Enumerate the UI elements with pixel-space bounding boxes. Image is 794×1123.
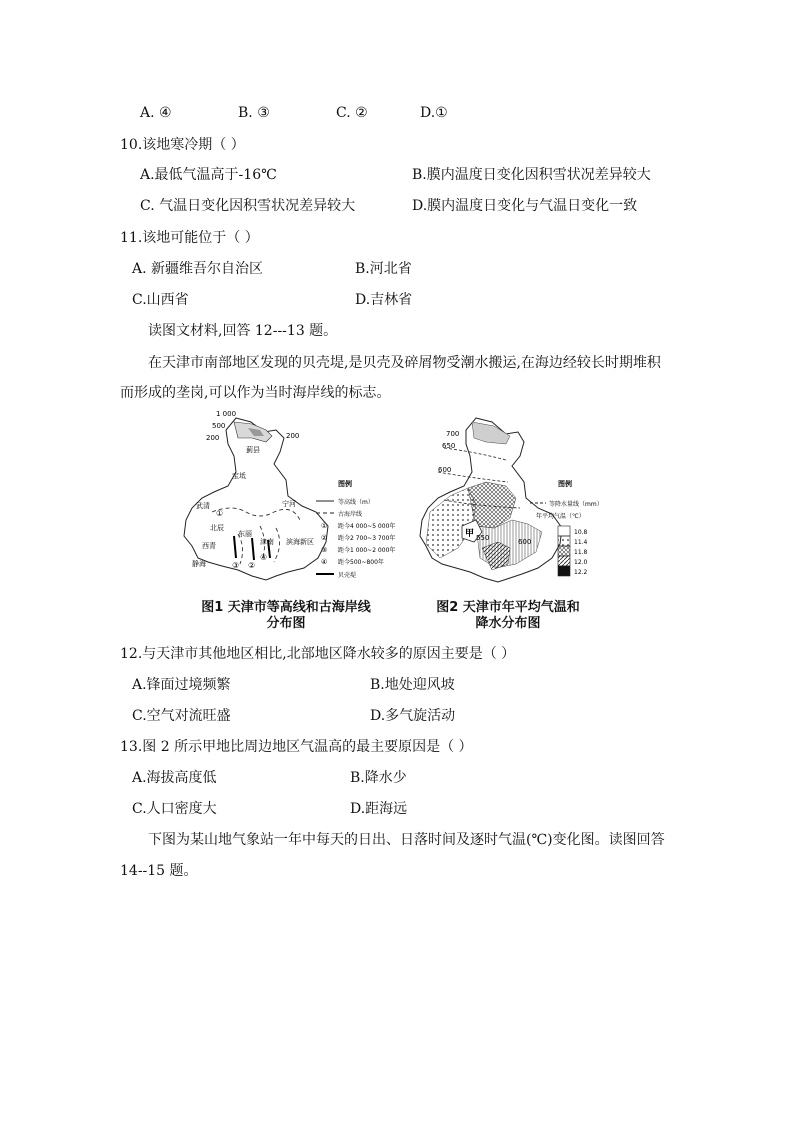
isohyet-label-600a: 600 — [438, 466, 452, 474]
legend-isohyet: 等降水量线（mm） — [549, 501, 603, 508]
q13-option-d: D.距海远 — [350, 801, 408, 817]
place-beichen: 北辰 — [210, 524, 224, 532]
temp-swatch-5 — [558, 566, 570, 576]
place-jinnan: 津南 — [260, 538, 274, 546]
q13-option-c: C.人口密度大 — [132, 801, 217, 817]
q9-option-d: D.① — [420, 105, 448, 121]
place-jinghai: 静海 — [192, 560, 206, 568]
place-xiqing: 西青 — [202, 542, 216, 550]
contour-label-500: 500 — [212, 422, 226, 430]
temp-value-4: 12.0 — [574, 559, 588, 566]
legend-mark-1: ① — [321, 522, 328, 530]
temp-value-1: 10.8 — [574, 529, 588, 536]
q11-option-d: D.吉林省 — [355, 292, 413, 308]
temp-value-2: 11.4 — [574, 539, 588, 546]
q10-option-b: B.膜内温度日变化因积雪状况差异较大 — [412, 167, 651, 183]
isohyet-label-650: 650 — [442, 442, 456, 450]
temp-value-5: 12.2 — [574, 569, 588, 576]
figure2-map — [420, 418, 603, 582]
contour-label-200a: 200 — [206, 434, 220, 442]
q9-option-b: B. ③ — [238, 105, 270, 121]
figure2-legend-title: 图例 — [558, 480, 572, 488]
q13-option-b: B.降水少 — [350, 770, 407, 786]
q13-option-a: A.海拔高度低 — [132, 770, 217, 786]
figure2-caption-line1: 图2 天津市年平均气温和 — [436, 600, 580, 615]
figure2-caption-line2: 降水分布图 — [475, 616, 541, 631]
q12-option-b: B.地处迎风坡 — [370, 677, 455, 693]
q11-option-a: A. 新疆维吾尔自治区 — [132, 261, 264, 277]
section-intro-14-15-line1: 下图为某山地气象站一年中每天的日出、日落时间及逐时气温(℃)变化图。读图回答 — [148, 832, 665, 848]
figure1-legend-title: 图例 — [338, 480, 352, 488]
place-wuqing: 武清 — [196, 502, 210, 510]
legend-coastline: 古海岸线 — [338, 511, 363, 518]
q9-option-c: C. ② — [336, 105, 368, 121]
region-jia-label: 甲 — [465, 529, 475, 539]
place-jixian: 蓟县 — [246, 446, 260, 454]
material-line-1: 在天津市南部地区发现的贝壳堤,是贝壳及碎屑物受潮水搬运,在海边经较长时期堆积 — [148, 355, 661, 371]
legend-age-2: 距今2 700~3 700年 — [338, 535, 396, 542]
figure1-caption-line2: 分布图 — [266, 616, 306, 631]
isohyet-label-700: 700 — [446, 430, 460, 438]
isohyet-label-550: 550 — [476, 534, 490, 542]
q10-option-c: C. 气温日变化因积雪状况差异较大 — [140, 198, 356, 214]
map-marker-4: ④ — [260, 553, 268, 562]
legend-age-1: 距今4 000~5 000年 — [338, 523, 396, 530]
figure1-caption-line1: 图1 天津市等高线和古海岸线 — [201, 600, 371, 615]
temp-swatch-3 — [558, 546, 570, 556]
legend-temp-title: 年平均气温（℃） — [536, 513, 585, 520]
legend-age-4: 距今500~800年 — [338, 559, 384, 566]
temp-value-3: 11.8 — [574, 549, 588, 556]
q10-option-d: D.膜内温度日变化与气温日变化一致 — [412, 198, 638, 214]
map-marker-3: ③ — [232, 561, 240, 570]
figure-maps — [176, 408, 616, 633]
q9-option-a: A. ④ — [140, 105, 172, 121]
q12-option-c: C.空气对流旺盛 — [132, 708, 231, 724]
place-baodi: 宝坻 — [232, 472, 246, 480]
legend-mark-3: ③ — [321, 546, 328, 554]
figure1-map — [184, 410, 395, 580]
place-ninghe: 宁河 — [282, 500, 296, 508]
q12-option-a: A.锋面过境频繁 — [132, 677, 231, 693]
tianjin-outline-1 — [184, 418, 328, 580]
q13-stem: 13.图 2 所示甲地比周边地区气温高的最主要原因是（ ） — [120, 739, 473, 755]
legend-shell: 贝壳堤 — [338, 572, 357, 579]
q10-stem: 10.该地寒冷期（ ） — [120, 137, 245, 153]
q10-option-a: A.最低气温高于-16℃ — [140, 167, 277, 183]
section-intro-12-13: 读图文材料,回答 12---13 题。 — [148, 323, 338, 339]
map-marker-1: ① — [216, 509, 224, 518]
temp-swatch-2 — [558, 536, 570, 546]
q12-option-d: D.多气旋活动 — [370, 708, 456, 724]
q11-stem: 11.该地可能位于（ ） — [120, 230, 259, 246]
material-line-2: 而形成的垄岗,可以作为当时海岸线的标志。 — [120, 385, 391, 401]
section-intro-14-15-line2: 14--15 题。 — [120, 863, 198, 879]
q11-option-b: B.河北省 — [355, 261, 412, 277]
place-binhai: 滨海新区 — [286, 538, 314, 546]
legend-mark-2: ② — [321, 534, 328, 542]
legend-contour: 等高线（m） — [338, 499, 374, 506]
temp-swatch-4 — [558, 556, 570, 566]
isohyet-label-600b: 600 — [518, 538, 532, 546]
legend-age-3: 距今1 000~2 000年 — [338, 547, 396, 554]
contour-label-200b: 200 — [286, 432, 300, 440]
contour-label-1000: 1 000 — [216, 410, 237, 418]
q12-stem: 12.与天津市其他地区相比,北部地区降水较多的原因主要是（ ） — [120, 646, 516, 662]
temp-swatch-1 — [558, 526, 570, 536]
map-marker-2: ② — [248, 561, 256, 570]
place-dongli: 东丽 — [238, 530, 252, 538]
legend-mark-4: ④ — [321, 558, 328, 566]
q11-option-c: C.山西省 — [132, 292, 189, 308]
